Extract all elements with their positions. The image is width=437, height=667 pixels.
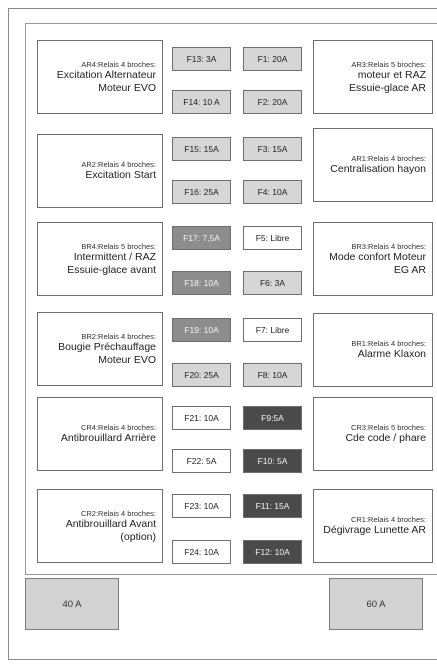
relay-code: CR4:Relais 4 broches: [80,423,156,432]
relay-code: BR4:Relais 5 broches: [81,241,156,251]
relay-function: Dégivrage Lunette AR [323,524,426,536]
relay-br1 [313,313,433,387]
fuse-f6: F6: 3A [243,271,302,295]
relay-cr2 [37,489,163,563]
relay-code: BR3:Relais 4 broches: [351,241,426,251]
fuse-f5: F5: Libre [243,226,302,250]
relay-function: moteur et RAZ Essuie-glace AR [348,68,426,94]
fuse-f19: F19: 10A [172,318,231,342]
relay-code: CR3:Relais 5 broches: [350,423,426,432]
relay-function: Mode confort Moteur EG AR [329,250,426,276]
fuse-f16: F16: 25A [172,180,231,204]
relay-ar4 [37,40,163,114]
relay-cr3 [313,397,433,471]
relay-function: Antibrouillard Avant (option) [65,517,156,543]
fuse-f22: F22: 5A [172,449,231,473]
fuse-f1: F1: 20A [243,47,302,71]
fuse-f12: F12: 10A [243,540,302,564]
relay-function: Excitation Start [85,169,156,181]
relay-function: Antibrouillard Arrière [60,432,156,444]
fuse-f23: F23: 10A [172,494,231,518]
relay-cr1 [313,489,433,563]
relay-function: Excitation Alternateur Moteur EVO [56,68,156,94]
fuse-f13: F13: 3A [172,47,231,71]
relay-function: Alarme Klaxon [357,348,426,360]
fuse-f8: F8: 10A [243,363,302,387]
relay-function: Centralisation hayon [330,163,426,175]
relay-code: AR1:Relais 4 broches: [351,154,426,163]
relay-code: AR2:Relais 4 broches: [81,160,156,169]
fuse-f3: F3: 15A [243,137,302,161]
fuse-f7: F7: Libre [243,318,302,342]
relay-code: BR2:Relais 4 broches: [81,331,156,341]
relay-ar1 [313,128,433,202]
fuse-f20: F20: 25A [172,363,231,387]
fuse-f14: F14: 10 A [172,90,231,114]
relay-br2 [37,312,163,386]
relay-code: BR1:Relais 4 broches: [351,339,426,348]
fuse-f9: F9:5A [243,406,302,430]
relay-code: CR2:Relais 4 broches: [80,508,156,518]
relay-cr4 [37,397,163,471]
fuse-f15: F15: 15A [172,137,231,161]
relay-ar2 [37,134,163,208]
relay-br4 [37,222,163,296]
relay-function: Bougie Préchauffage Moteur EVO [58,340,156,366]
relay-code: AR4:Relais 4 broches: [81,59,156,69]
fuse-f18: F18: 10A [172,271,231,295]
fuse-f11: F11: 15A [243,494,302,518]
fuse-f21: F21: 10A [172,406,231,430]
fuse-f2: F2: 20A [243,90,302,114]
relay-br3 [313,222,433,296]
maxi-fuse-40a: 40 A [25,578,119,630]
fuse-f10: F10: 5A [243,449,302,473]
fuse-f24: F24: 10A [172,540,231,564]
fuse-f17: F17: 7,5A [172,226,231,250]
relay-code: CR1:Relais 4 broches: [350,515,426,524]
maxi-fuse-60a: 60 A [329,578,423,630]
relay-function: Cde code / phare [345,432,426,444]
fuse-f4: F4: 10A [243,180,302,204]
relay-function: Intermittent / RAZ Essuie-glace avant [67,250,156,276]
relay-code: AR3:Relais 5 broches: [351,59,426,69]
relay-ar3 [313,40,433,114]
